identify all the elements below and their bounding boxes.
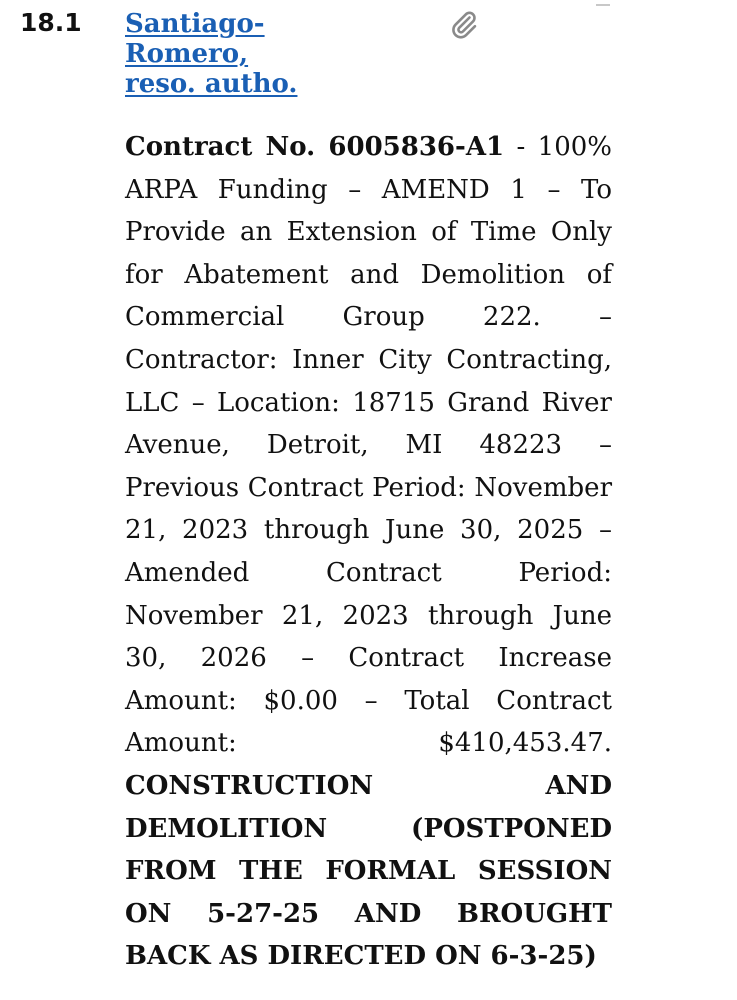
category-note: CONSTRUCTION AND DEMOLITION (POSTPONED FROM THE FORMAL SESSION ON 5-27-25 AND BROUGHT BACK AS DIRECTED ON 6-3-25) bbox=[125, 770, 612, 972]
scroll-indicator bbox=[596, 4, 610, 6]
sponsor-link[interactable]: Santiago-Romero, reso. autho. bbox=[125, 9, 298, 99]
paperclip-icon-graphic bbox=[448, 8, 480, 40]
item-number: 18.1 bbox=[20, 8, 82, 37]
contract-number: Contract No. 6005836-A1 bbox=[125, 132, 505, 162]
description-body: - 100% ARPA Funding – AMEND 1 – To Provide an Extension of Time Only for Abatement and Demolition of Commercial Group 222. – Contractor: Inner City Contracting, LLC – Location: 18715 Grand River Avenue, Detroit, MI 48223 – Previous Contract Period: November 21, 2023 through June 30, 2025 – Amended Contract Period: November 21, 2023 through June 30, 2026 – Contract Increase Amount: $0.00 – Total Contract Amount: $410,453.47. bbox=[125, 132, 612, 759]
item-description bbox=[125, 126, 612, 978]
paperclip-icon[interactable] bbox=[448, 8, 480, 40]
